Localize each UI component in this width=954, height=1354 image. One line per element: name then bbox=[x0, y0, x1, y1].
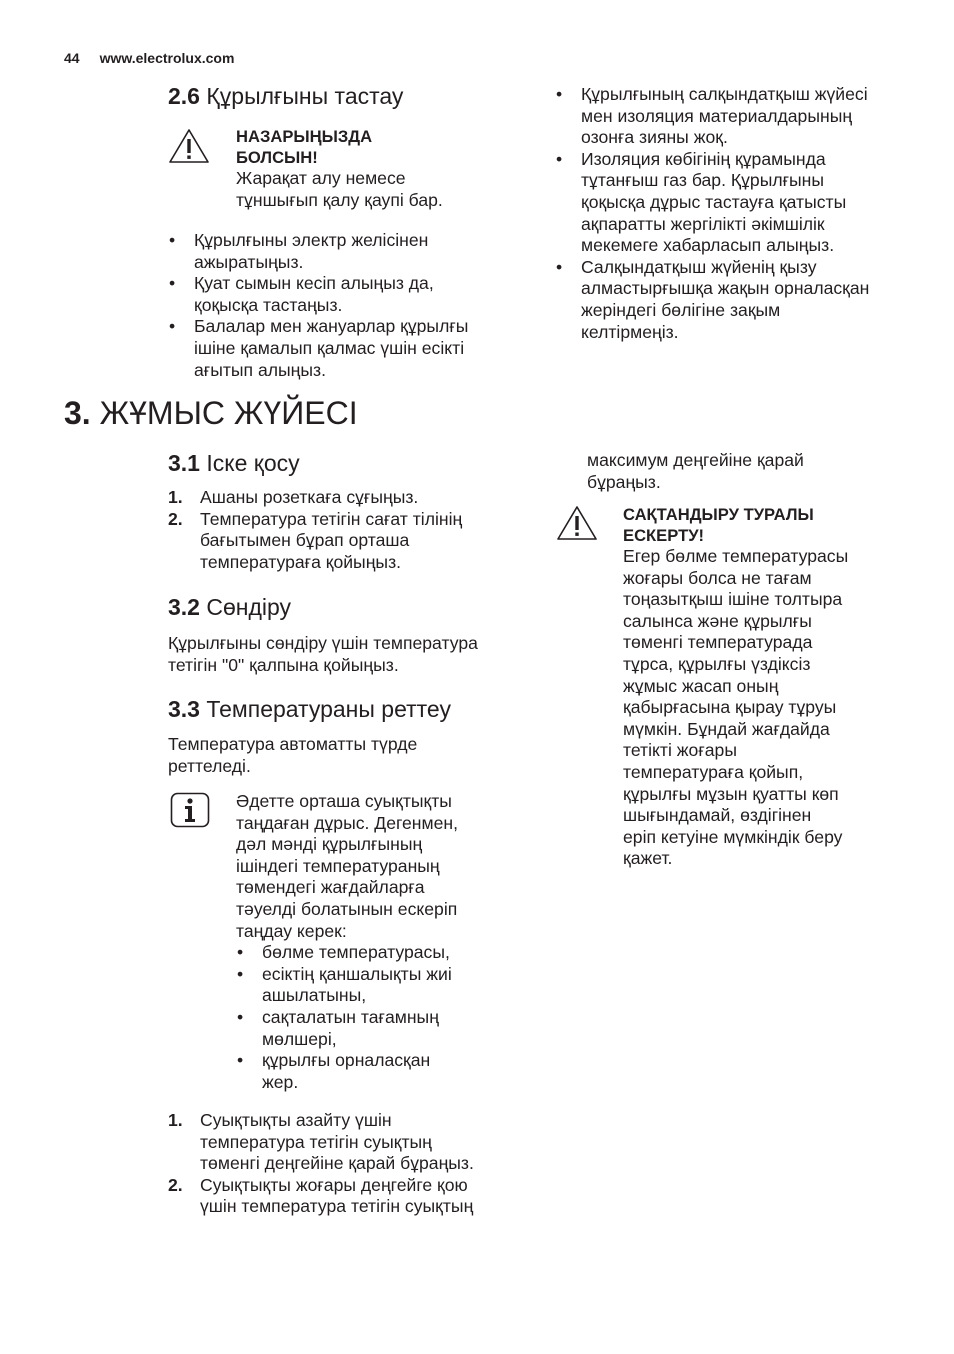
page-number: 44 bbox=[64, 50, 80, 66]
list-item-line: тұтанғыш газ бар. Құрылғыны bbox=[581, 170, 825, 191]
step-line: Суықтықты жоғары деңгейге қою bbox=[200, 1174, 468, 1195]
caution-text bbox=[623, 546, 923, 870]
list-item-line: • есіктің қаншалықты жиі bbox=[262, 963, 452, 984]
warning-text-line: Жарақат алу немесе bbox=[236, 168, 406, 188]
caution-line: мүмкін. Бұндай жағдайда bbox=[623, 718, 830, 739]
warning-title-line: НАЗАРЫҢЫЗДА bbox=[236, 127, 373, 146]
section-title: Температураны реттеу bbox=[206, 696, 451, 722]
list-item bbox=[555, 84, 915, 149]
list-item-line: мекемеге хабарласып алыңыз. bbox=[581, 235, 835, 256]
info-line: ішіндегі температураның bbox=[236, 855, 440, 876]
list-item-line: ашылатыны, bbox=[262, 985, 367, 1006]
temperature-text bbox=[168, 734, 518, 777]
list-item-line: ішіне қамалып қалмас үшін есікті bbox=[194, 337, 465, 358]
list-item bbox=[555, 149, 915, 257]
step-number: 2. bbox=[168, 1174, 183, 1195]
list-item bbox=[236, 1007, 506, 1050]
caution-line: тетікті жоғары bbox=[623, 740, 737, 761]
section-title: Іске қосу bbox=[206, 450, 300, 476]
text-line: тетігін "0" қалпына қойыңыз. bbox=[168, 654, 399, 675]
list-item bbox=[168, 230, 508, 273]
list-item bbox=[236, 964, 506, 1007]
text-line: бұраңыз. bbox=[587, 471, 661, 492]
list-item-line: қоқысқа тастаңыз. bbox=[194, 294, 343, 315]
caution-line: жұмыс жасап оның bbox=[623, 675, 779, 696]
step-item bbox=[168, 509, 513, 574]
warning-icon bbox=[168, 128, 210, 164]
list-item-line: қоқысқа дұрыс тастауға қатысты bbox=[581, 191, 847, 212]
warning-title-line: БОЛСЫН! bbox=[236, 148, 318, 167]
list-item-line: • Қуат сымын кесіп алыңыз да, bbox=[194, 273, 434, 294]
info-line: таңдау керек: bbox=[236, 920, 347, 941]
section-number: 2.6 bbox=[168, 83, 200, 109]
list-item-line: мен изоляция материалдарының bbox=[581, 105, 853, 126]
disposal-list-right bbox=[555, 84, 915, 343]
list-item-line: озонға зияны жоқ. bbox=[581, 127, 728, 148]
step-line: Температура тетігін сағат тілінің bbox=[200, 508, 463, 529]
section-3-3-heading bbox=[168, 695, 451, 723]
list-item-line: • Құрылғыны электр желісінен bbox=[194, 230, 429, 250]
step-number: 1. bbox=[168, 487, 183, 507]
chapter-title: ЖҰМЫС ЖҮЙЕСІ bbox=[99, 395, 358, 431]
step-line: температура тетігін суықтың bbox=[200, 1131, 432, 1152]
list-item-line: жер. bbox=[262, 1071, 299, 1092]
list-item-line: • Құрылғының салқындатқыш жүйесі bbox=[581, 84, 868, 104]
info-list bbox=[236, 942, 506, 1093]
list-item-line: мөлшері, bbox=[262, 1028, 337, 1049]
list-item-line: • Балалар мен жануарлар құрылғы bbox=[194, 316, 469, 337]
step-line: үшін температура тетігін суықтың bbox=[200, 1196, 474, 1217]
info-line: тәуелді болатынын ескеріп bbox=[236, 898, 458, 919]
caution-line: тоңазытқыш ішіне толтыра bbox=[623, 589, 843, 610]
disposal-list bbox=[168, 230, 508, 381]
caution-line: жоғары болса не тағам bbox=[623, 567, 812, 588]
step-continued-text bbox=[587, 450, 907, 493]
info-icon bbox=[170, 792, 210, 828]
caution-line: салынса және құрылғы bbox=[623, 610, 812, 631]
step-item bbox=[168, 1110, 518, 1175]
list-item-line: • Салқындатқыш жүйенің қызу bbox=[581, 256, 817, 277]
list-item bbox=[168, 273, 508, 316]
step-item bbox=[168, 1175, 518, 1218]
text-line: максимум деңгейіне қарай bbox=[587, 450, 804, 470]
step-number: 2. bbox=[168, 508, 183, 529]
list-item-line: • құрылғы орналасқан bbox=[262, 1050, 431, 1071]
list-item-line: алмастырғышқа жақын орналасқан bbox=[581, 278, 870, 299]
chapter-heading bbox=[64, 394, 358, 432]
caution-line: тұрса, құрылғы үздіксіз bbox=[623, 653, 811, 674]
list-item-line: ағытып алыңыз. bbox=[194, 359, 326, 380]
site-url[interactable]: www.electrolux.com bbox=[99, 50, 235, 66]
caution-line: Егер бөлме температурасы bbox=[623, 546, 849, 566]
list-item bbox=[236, 942, 506, 964]
switch-off-text bbox=[168, 633, 518, 676]
caution-line: қажет. bbox=[623, 848, 673, 869]
caution-line: төменгі температурада bbox=[623, 632, 813, 653]
list-item-line: келтірмеңіз. bbox=[581, 321, 679, 342]
list-item bbox=[168, 316, 508, 381]
list-item bbox=[555, 257, 915, 343]
section-number: 3.2 bbox=[168, 594, 200, 620]
list-item-line: ақпаратты жергілікті әкімшілік bbox=[581, 213, 825, 234]
step-item bbox=[168, 487, 513, 509]
caution-line: температураға қойып, bbox=[623, 761, 804, 782]
caution-block bbox=[623, 504, 923, 870]
step-line: Ашаны розеткаға сұғыңыз. bbox=[200, 487, 419, 507]
warning-block bbox=[236, 126, 443, 211]
section-number: 3.1 bbox=[168, 450, 200, 476]
info-line: төмендегі жағдайларға bbox=[236, 877, 425, 898]
list-item-line: ажыратыңыз. bbox=[194, 251, 304, 272]
section-number: 3.3 bbox=[168, 696, 200, 722]
list-item-line: жеріндегі бөлігіне зақым bbox=[581, 299, 781, 320]
text-line: реттеледі. bbox=[168, 755, 251, 776]
caution-title-line: САҚТАНДЫРУ ТУРАЛЫ bbox=[623, 505, 814, 524]
list-item-line: • сақталатын тағамның bbox=[262, 1006, 439, 1027]
step-line: төменгі деңгейіне қарай бұраңыз. bbox=[200, 1153, 474, 1174]
list-item bbox=[236, 1050, 506, 1093]
info-line: таңдаған дұрыс. Дегенмен, bbox=[236, 812, 459, 833]
section-title: Құрылғыны тастау bbox=[206, 83, 404, 109]
text-line: Құрылғыны сөндіру үшін температура bbox=[168, 633, 478, 653]
text-line: Температура автоматты түрде bbox=[168, 734, 418, 754]
section-3-2-heading bbox=[168, 593, 291, 621]
info-line: Әдетте орташа суықтықты bbox=[236, 791, 452, 811]
caution-line: қабырғасына қырау тұруы bbox=[623, 697, 837, 718]
regulate-steps bbox=[168, 1110, 518, 1218]
step-line: бағытымен бұрап орташа bbox=[200, 530, 410, 551]
info-block bbox=[236, 791, 506, 1093]
section-3-1-heading bbox=[168, 449, 300, 477]
chapter-number: 3. bbox=[64, 395, 91, 431]
step-line: Суықтықты азайту үшін bbox=[200, 1110, 392, 1130]
step-line: температураға қойыңыз. bbox=[200, 551, 402, 572]
caution-line: шығындамай, өздігінен bbox=[623, 805, 812, 826]
list-item-line: • Изоляция көбігінің құрамында bbox=[581, 148, 826, 169]
caution-line: еріп кетуіне мүмкіндік беру bbox=[623, 826, 843, 847]
section-title: Сөндіру bbox=[206, 594, 292, 620]
caution-icon bbox=[556, 505, 598, 541]
step-number: 1. bbox=[168, 1110, 183, 1130]
caution-line: құрылғы мұзын қуатты көп bbox=[623, 783, 839, 804]
caution-title-line: ЕСКЕРТУ! bbox=[623, 526, 705, 545]
warning-text-line: тұншығып қалу қаупі бар. bbox=[236, 189, 443, 210]
switch-on-steps bbox=[168, 487, 513, 573]
info-line: дәл мәнді құрылғының bbox=[236, 834, 423, 855]
page-header bbox=[64, 50, 234, 66]
list-item-line: • бөлме температурасы, bbox=[262, 942, 450, 963]
section-2-6-heading bbox=[168, 82, 403, 110]
